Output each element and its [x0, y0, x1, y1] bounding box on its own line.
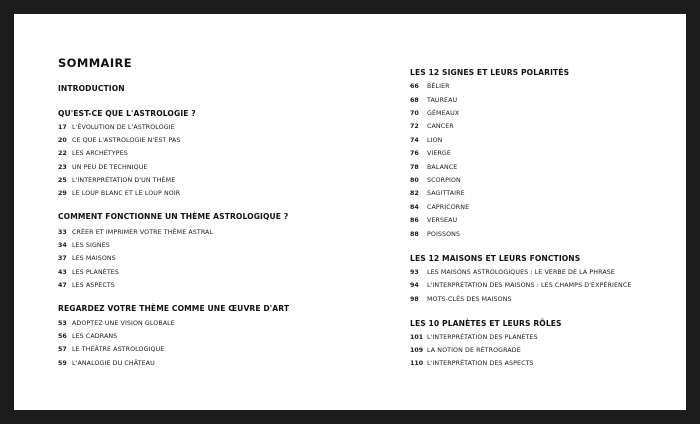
- page-title: SOMMAIRE: [58, 56, 133, 70]
- toc-entry: [58, 267, 119, 277]
- entry-label: VIERGE: [427, 149, 451, 157]
- toc-entry: [410, 135, 442, 145]
- page-number: 22: [58, 149, 67, 157]
- page-number: 88: [410, 230, 419, 238]
- toc-entry: [410, 294, 512, 304]
- entry-label: LE THÉÂTRE ASTROLOGIQUE: [72, 345, 165, 353]
- entry-label: LES CADRANS: [72, 332, 118, 340]
- entry-label: TAUREAU: [427, 96, 458, 104]
- entry-label: LES MAISONS ASTROLOGIQUES : LE VERBE DE LA PHRASE: [427, 268, 615, 276]
- toc-entry: [410, 188, 465, 198]
- page-number: 47: [58, 281, 67, 289]
- page-number: 59: [58, 359, 67, 367]
- page-number: 29: [58, 189, 67, 197]
- toc-entry: [58, 227, 213, 237]
- toc-entry: [58, 188, 180, 198]
- page-number: 66: [410, 82, 419, 90]
- toc-entry: [410, 229, 460, 239]
- page-number: 43: [58, 268, 67, 276]
- page-number: 20: [58, 136, 67, 144]
- toc-entry: [410, 332, 538, 342]
- entry-label: LA NOTION DE RÉTROGRADE: [427, 346, 521, 354]
- page-number: 23: [58, 163, 67, 171]
- entry-label: ADOPTEZ UNE VISION GLOBALE: [72, 319, 175, 327]
- entry-label: L'INTERPRÉTATION D'UN THÈME: [72, 176, 176, 184]
- page-number: 78: [410, 163, 419, 171]
- entry-label: CANCER: [427, 122, 454, 130]
- entry-label: GÉMEAUX: [427, 109, 460, 117]
- toc-entry: [58, 148, 128, 158]
- introduction-heading: INTRODUCTION: [58, 84, 125, 93]
- toc-entry: [410, 267, 615, 277]
- entry-label: MOTS-CLÉS DES MAISONS: [427, 295, 512, 303]
- toc-entry: [410, 108, 459, 118]
- entry-label: SCORPION: [427, 176, 461, 184]
- entry-label: VERSEAU: [427, 216, 458, 224]
- entry-label: LES ARCHÉTYPES: [72, 149, 128, 157]
- page-number: 53: [58, 319, 67, 327]
- section-heading: QU'EST-CE QUE L'ASTROLOGIE ?: [58, 109, 196, 118]
- toc-entry: [410, 95, 457, 105]
- page-number: 57: [58, 345, 67, 353]
- page-number: 84: [410, 203, 419, 211]
- toc-entry: [410, 345, 521, 355]
- entry-label: SAGITTAIRE: [427, 189, 465, 197]
- toc-entry: [58, 175, 175, 185]
- toc-entry: [410, 81, 450, 91]
- toc-page: [14, 14, 686, 410]
- page-number: 86: [410, 216, 419, 224]
- page-number: 17: [58, 123, 67, 131]
- entry-label: L'INTERPRÉTATION DES MAISONS : LES CHAMPS D'EXPÉRIENCE: [427, 281, 632, 289]
- page-number: 94: [410, 281, 419, 289]
- page-number: 56: [58, 332, 67, 340]
- toc-entry: [410, 175, 461, 185]
- toc-entry: [410, 162, 457, 172]
- section-heading: REGARDEZ VOTRE THÈME COMME UNE ŒUVRE D'ART: [58, 304, 290, 313]
- toc-entry: [410, 202, 469, 212]
- entry-label: L'INTERPRÉTATION DES ASPECTS: [427, 359, 534, 367]
- page-number: 25: [58, 176, 67, 184]
- entry-label: LES PLANÈTES: [72, 268, 119, 276]
- entry-label: BÉLIER: [427, 82, 450, 90]
- toc-entry: [58, 280, 115, 290]
- toc-entry: [58, 344, 164, 354]
- page-number: 82: [410, 189, 419, 197]
- page-number: 76: [410, 149, 419, 157]
- page-number: 80: [410, 176, 419, 184]
- entry-label: POISSONS: [427, 230, 461, 238]
- section-heading: LES 12 MAISONS ET LEURS FONCTIONS: [410, 254, 581, 263]
- toc-entry: [58, 240, 110, 250]
- entry-label: LES ASPECTS: [72, 281, 115, 289]
- toc-entry: [58, 135, 180, 145]
- page-number: 98: [410, 295, 419, 303]
- page-number: 34: [58, 241, 67, 249]
- toc-entry: [410, 280, 631, 290]
- entry-label: CRÉER ET IMPRIMER VOTRE THÈME ASTRAL: [72, 228, 214, 236]
- page-number: 109: [410, 346, 424, 354]
- entry-label: L'ÉVOLUTION DE L'ASTROLOGIE: [72, 123, 175, 131]
- page-number: 33: [58, 228, 67, 236]
- toc-entry: [410, 215, 457, 225]
- section-heading: COMMENT FONCTIONNE UN THÈME ASTROLOGIQUE ?: [58, 212, 289, 221]
- toc-entry: [58, 358, 155, 368]
- toc-entry: [58, 318, 175, 328]
- page-number: 93: [410, 268, 419, 276]
- page-number: 70: [410, 109, 419, 117]
- toc-entry: [410, 121, 454, 131]
- entry-label: BALANCE: [427, 163, 458, 171]
- entry-label: L'INTERPRÉTATION DES PLANÈTES: [427, 333, 538, 341]
- toc-entry: [410, 148, 451, 158]
- page-number: 37: [58, 254, 67, 262]
- entry-label: CAPRICORNE: [427, 203, 470, 211]
- toc-entry: [58, 253, 116, 263]
- entry-label: UN PEU DE TECHNIQUE: [72, 163, 148, 171]
- entry-label: CE QUE L'ASTROLOGIE N'EST PAS: [72, 136, 181, 144]
- toc-entry: [410, 358, 534, 368]
- entry-label: L'ANALOGIE DU CHÂTEAU: [72, 359, 155, 367]
- page-number: 101: [410, 333, 424, 341]
- toc-entry: [58, 331, 117, 341]
- section-heading: LES 12 SIGNES ET LEURS POLARITÉS: [410, 68, 570, 77]
- toc-entry: [58, 122, 175, 132]
- page-number: 110: [410, 359, 424, 367]
- entry-label: LES MAISONS: [72, 254, 116, 262]
- entry-label: LION: [427, 136, 443, 144]
- entry-label: LE LOUP BLANC ET LE LOUP NOIR: [72, 189, 181, 197]
- page-number: 68: [410, 96, 419, 104]
- toc-entry: [58, 162, 148, 172]
- page-number: 74: [410, 136, 419, 144]
- section-heading: LES 10 PLANÈTES ET LEURS RÔLES: [410, 319, 562, 328]
- page-number: 72: [410, 122, 419, 130]
- entry-label: LES SIGNES: [72, 241, 110, 249]
